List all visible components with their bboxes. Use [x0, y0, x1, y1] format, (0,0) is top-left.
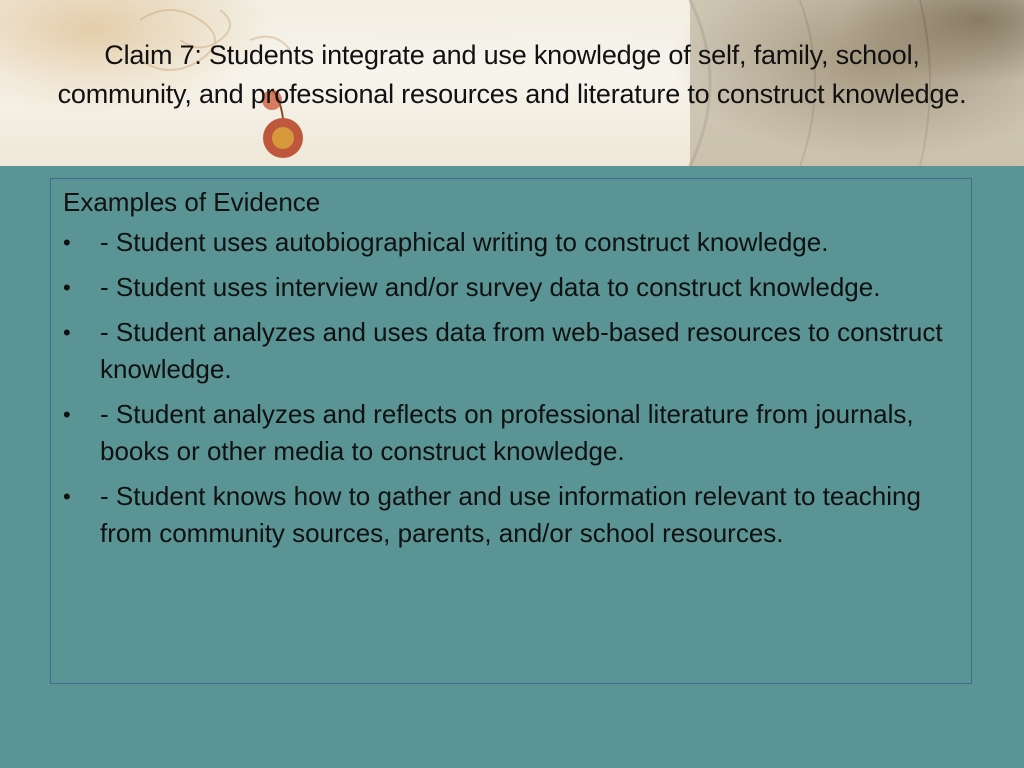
evidence-heading: Examples of Evidence [63, 187, 321, 217]
header-banner [0, 0, 1024, 166]
list-item [63, 314, 957, 388]
page-title: Claim 7: Students integrate and use knowledge of self, family, school, community, and professional resources and literature to construct knowledge. [57, 40, 967, 109]
list-item-text: - Student uses interview and/or survey data to construct knowledge. [100, 272, 881, 302]
list-item [63, 396, 957, 470]
bullet-icon: • [63, 402, 71, 427]
list-item-text: - Student analyzes and reflects on professional literature from journals, books or other media to construct knowledge. [100, 399, 914, 466]
list-item-text: - Student analyzes and uses data from web-based resources to construct knowledge. [100, 317, 943, 384]
evidence-box [50, 178, 972, 684]
list-item [63, 224, 957, 261]
list-item-text: - Student knows how to gather and use information relevant to teaching from community sources, parents, and/or school resources. [100, 481, 921, 548]
list-item [63, 269, 957, 306]
bullet-icon: • [63, 275, 71, 300]
bullet-icon: • [63, 484, 71, 509]
list-item [63, 478, 957, 552]
evidence-list [63, 224, 957, 552]
bullet-icon: • [63, 320, 71, 345]
list-item-text: - Student uses autobiographical writing to construct knowledge. [100, 227, 829, 257]
bullet-icon: • [63, 230, 71, 255]
